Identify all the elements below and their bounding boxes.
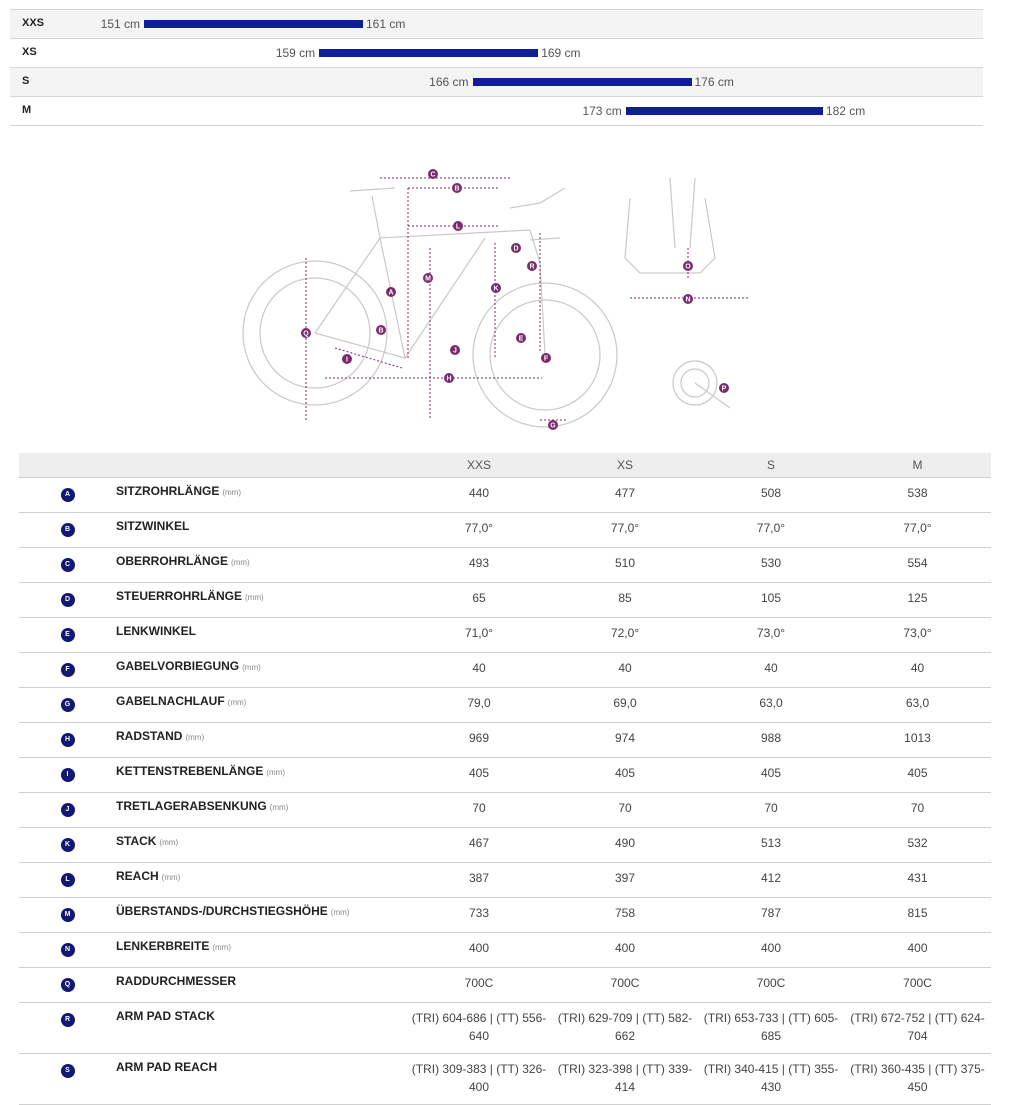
table-cell: 70 (844, 793, 991, 828)
measurement-name: LENKWINKEL (116, 624, 196, 638)
table-cell: 79,0 (406, 688, 552, 723)
table-row (19, 548, 991, 583)
svg-text:P: P (721, 385, 727, 393)
svg-text:B: B (378, 327, 384, 335)
size-range-max: 182 cm (825, 104, 866, 118)
table-cell: 70 (698, 793, 844, 828)
table-row (19, 828, 991, 863)
table-cell: 440 (406, 478, 552, 513)
measurement-name: LENKERBREITE (116, 939, 210, 953)
table-row (19, 758, 991, 793)
table-row (19, 723, 991, 758)
size-range-max: 176 cm (694, 75, 734, 89)
table-cell: 700C (406, 968, 552, 1003)
measurement-name: GABELNACHLAUF (116, 694, 225, 708)
table-cell: 508 (698, 478, 844, 513)
column-header-xxs: XXS (406, 453, 552, 478)
bike-geometry-diagram (230, 158, 770, 438)
table-cell: 85 (552, 583, 698, 618)
measurement-letter-badge: C (61, 558, 75, 572)
table-cell: 405 (844, 758, 991, 793)
table-cell: 73,0° (844, 618, 991, 653)
table-cell: 554 (844, 548, 991, 583)
svg-text:D: D (513, 245, 519, 253)
measurement-name: OBERROHRLÄNGE (116, 554, 229, 568)
geometry-table-body (19, 478, 991, 1105)
measurement-name: SITZROHRLÄNGE (116, 484, 220, 498)
table-cell: (TRI) 653-733 | (TT) 605-685 (698, 1003, 844, 1054)
table-cell: 530 (698, 548, 844, 583)
table-cell: 397 (552, 863, 698, 898)
measurement-name: REACH (116, 869, 159, 883)
table-cell: 532 (844, 828, 991, 863)
svg-text:Q: Q (303, 330, 309, 338)
measurement-name: ÜBERSTANDS-/DURCHSTIEGSHÖHE (116, 904, 328, 918)
table-cell: 405 (698, 758, 844, 793)
badge-cell (19, 513, 116, 548)
svg-text:N: N (685, 296, 691, 304)
measurement-name: RADSTAND (116, 729, 183, 743)
measurement-name: RADDURCHMESSER (116, 974, 237, 988)
measurement-name-cell (116, 653, 406, 688)
table-cell: 70 (552, 793, 698, 828)
measurement-name-cell (116, 898, 406, 933)
table-row (19, 1003, 991, 1054)
svg-text:G: G (550, 422, 556, 430)
measurement-letter-badge: J (61, 803, 75, 817)
size-range-label: XXS (22, 17, 45, 29)
header-name-spacer (116, 453, 406, 478)
table-row (19, 583, 991, 618)
measurement-letter-badge: R (61, 1013, 75, 1027)
badge-cell (19, 758, 116, 793)
measurement-name-cell (116, 1003, 406, 1054)
svg-text:I: I (346, 356, 348, 364)
table-row (19, 653, 991, 688)
table-cell: (TRI) 323-398 | (TT) 339-414 (552, 1054, 698, 1105)
table-cell: 510 (552, 548, 698, 583)
table-cell: 71,0° (406, 618, 552, 653)
size-range-row (10, 68, 983, 97)
column-header-xs: XS (552, 453, 698, 478)
table-cell: (TRI) 629-709 | (TT) 582-662 (552, 1003, 698, 1054)
table-cell: 700C (552, 968, 698, 1003)
size-range-label: S (22, 75, 30, 87)
table-cell: (TRI) 340-415 | (TT) 355-430 (698, 1054, 844, 1105)
table-cell: 700C (844, 968, 991, 1003)
measurement-unit: (mm) (185, 733, 205, 742)
measurement-name-cell (116, 618, 406, 653)
measurement-letter-badge: K (61, 838, 75, 852)
size-range-min: 151 cm (100, 17, 140, 31)
svg-text:E: E (518, 335, 524, 343)
badge-cell (19, 548, 116, 583)
table-cell: 40 (406, 653, 552, 688)
table-cell: 969 (406, 723, 552, 758)
measurement-name: SITZWINKEL (116, 519, 190, 533)
svg-text:O: O (685, 263, 691, 271)
table-cell: (TRI) 309-383 | (TT) 326-400 (406, 1054, 552, 1105)
measurement-letter-badge: H (61, 733, 75, 747)
table-row (19, 688, 991, 723)
table-cell: 40 (698, 653, 844, 688)
measurement-name-cell (116, 548, 406, 583)
measurement-name-cell (116, 583, 406, 618)
measurement-unit: (mm) (222, 488, 241, 497)
measurement-unit: (mm) (159, 838, 179, 847)
measurement-letter-badge: S (61, 1064, 75, 1078)
table-cell: 493 (406, 548, 552, 583)
svg-text:L: L (455, 223, 461, 231)
table-cell: 400 (698, 933, 844, 968)
table-cell: 490 (552, 828, 698, 863)
table-cell: 400 (406, 933, 552, 968)
table-cell: 63,0 (698, 688, 844, 723)
svg-text:B: B (454, 185, 460, 193)
badge-cell (19, 618, 116, 653)
measurement-name-cell (116, 688, 406, 723)
header-badge-spacer (19, 453, 116, 478)
svg-text:C: C (430, 171, 436, 179)
table-cell: 77,0° (698, 513, 844, 548)
svg-text:J: J (453, 347, 457, 355)
measurement-name: STACK (116, 834, 157, 848)
badge-cell (19, 863, 116, 898)
table-row (19, 478, 991, 513)
table-cell: 73,0° (698, 618, 844, 653)
table-cell: 63,0 (844, 688, 991, 723)
size-range-max: 161 cm (366, 17, 406, 31)
table-row (19, 793, 991, 828)
badge-cell (19, 688, 116, 723)
measurement-name-cell (116, 513, 406, 548)
measurement-letter-badge: G (61, 698, 75, 712)
size-range-min: 166 cm (429, 75, 469, 89)
measurement-name-cell (116, 933, 406, 968)
measurement-name: KETTENSTREBENLÄNGE (116, 764, 264, 778)
table-cell: 733 (406, 898, 552, 933)
badge-cell (19, 968, 116, 1003)
measurement-letter-badge: B (61, 523, 75, 537)
table-cell: 125 (844, 583, 991, 618)
measurement-name-cell (116, 478, 406, 513)
measurement-name-cell (116, 758, 406, 793)
measurement-letter-badge: M (61, 908, 75, 922)
table-cell: (TRI) 604-686 | (TT) 556-640 (406, 1003, 552, 1054)
badge-cell (19, 828, 116, 863)
badge-cell (19, 478, 116, 513)
table-cell: 988 (698, 723, 844, 758)
measurement-name: TRETLAGERABSENKUNG (116, 799, 267, 813)
badge-cell (19, 1054, 116, 1105)
size-range-label: XS (22, 46, 37, 58)
measurement-name-cell (116, 968, 406, 1003)
table-cell: 405 (552, 758, 698, 793)
measurement-unit: (mm) (245, 593, 264, 602)
measurement-letter-badge: Q (61, 978, 75, 992)
measurement-name: ARM PAD STACK (116, 1009, 215, 1023)
badge-cell (19, 723, 116, 758)
svg-text:H: H (446, 375, 452, 383)
size-range-row (10, 9, 983, 39)
measurement-unit: (mm) (231, 558, 250, 567)
table-cell: 65 (406, 583, 552, 618)
table-cell: (TRI) 672-752 | (TT) 624-704 (844, 1003, 991, 1054)
measurement-letter-badge: D (61, 593, 75, 607)
table-row (19, 968, 991, 1003)
measurement-unit: (mm) (330, 908, 350, 917)
badge-cell (19, 898, 116, 933)
table-row (19, 513, 991, 548)
measurement-name-cell (116, 793, 406, 828)
svg-text:A: A (388, 289, 394, 297)
measurement-unit: (mm) (266, 768, 285, 777)
measurement-letter-badge: A (61, 488, 75, 502)
measurement-unit: (mm) (242, 663, 261, 672)
measurement-name-cell (116, 828, 406, 863)
bike-geometry-drawing (230, 158, 770, 438)
table-cell: 400 (844, 933, 991, 968)
table-cell: 72,0° (552, 618, 698, 653)
measurement-letter-badge: N (61, 943, 75, 957)
measurement-unit: (mm) (161, 873, 181, 882)
table-cell: 758 (552, 898, 698, 933)
measurement-letter-badge: F (61, 663, 75, 677)
table-row (19, 618, 991, 653)
table-cell: 1013 (844, 723, 991, 758)
measurement-name-cell (116, 723, 406, 758)
badge-cell (19, 933, 116, 968)
table-cell: 105 (698, 583, 844, 618)
size-range-min: 173 cm (582, 104, 622, 118)
table-row (19, 898, 991, 933)
measurement-name-cell (116, 863, 406, 898)
measurement-letter-badge: L (61, 873, 75, 887)
table-cell: 467 (406, 828, 552, 863)
table-cell: 69,0 (552, 688, 698, 723)
table-cell: 77,0° (844, 513, 991, 548)
table-cell: 40 (844, 653, 991, 688)
table-cell: 787 (698, 898, 844, 933)
size-range-label: M (22, 104, 32, 116)
size-range-max: 169 cm (541, 46, 581, 60)
measurement-name: STEUERROHRLÄNGE (116, 589, 243, 603)
size-range-row (10, 97, 983, 126)
size-range-chart (10, 9, 983, 126)
size-range-bar (473, 78, 692, 86)
svg-text:F: F (543, 355, 549, 363)
measurement-letter-badge: I (61, 768, 75, 782)
table-cell: 40 (552, 653, 698, 688)
measurement-name-cell (116, 1054, 406, 1105)
table-row (19, 863, 991, 898)
svg-text:K: K (493, 285, 499, 293)
badge-cell (19, 583, 116, 618)
size-range-bar (319, 49, 538, 57)
badge-cell (19, 653, 116, 688)
table-cell: 815 (844, 898, 991, 933)
table-cell: 700C (698, 968, 844, 1003)
measurement-name: GABELVORBIEGUNG (116, 659, 240, 673)
measurement-letter-badge: E (61, 628, 75, 642)
table-cell: 77,0° (552, 513, 698, 548)
size-range-row (10, 39, 983, 68)
badge-cell (19, 793, 116, 828)
size-range-bar (626, 107, 823, 115)
table-row (19, 933, 991, 968)
column-header-m: M (844, 453, 991, 478)
badge-cell (19, 1003, 116, 1054)
size-range-min: 159 cm (275, 46, 316, 60)
table-cell: 974 (552, 723, 698, 758)
svg-text:M: M (425, 275, 431, 283)
table-cell: 477 (552, 478, 698, 513)
size-range-bar (144, 20, 363, 28)
table-cell: 513 (698, 828, 844, 863)
table-cell: 405 (406, 758, 552, 793)
table-cell: (TRI) 360-435 | (TT) 375-450 (844, 1054, 991, 1105)
table-row (19, 1054, 991, 1105)
svg-text:R: R (529, 263, 535, 271)
table-cell: 538 (844, 478, 991, 513)
table-cell: 387 (406, 863, 552, 898)
column-header-s: S (698, 453, 844, 478)
measurement-name: ARM PAD REACH (116, 1060, 218, 1074)
table-cell: 77,0° (406, 513, 552, 548)
table-cell: 400 (552, 933, 698, 968)
measurement-unit: (mm) (212, 943, 231, 952)
measurement-unit: (mm) (227, 698, 247, 707)
measurement-unit: (mm) (269, 803, 289, 812)
table-cell: 70 (406, 793, 552, 828)
table-cell: 412 (698, 863, 844, 898)
geometry-table (19, 453, 991, 1105)
table-header-row (19, 453, 991, 478)
table-cell: 431 (844, 863, 991, 898)
